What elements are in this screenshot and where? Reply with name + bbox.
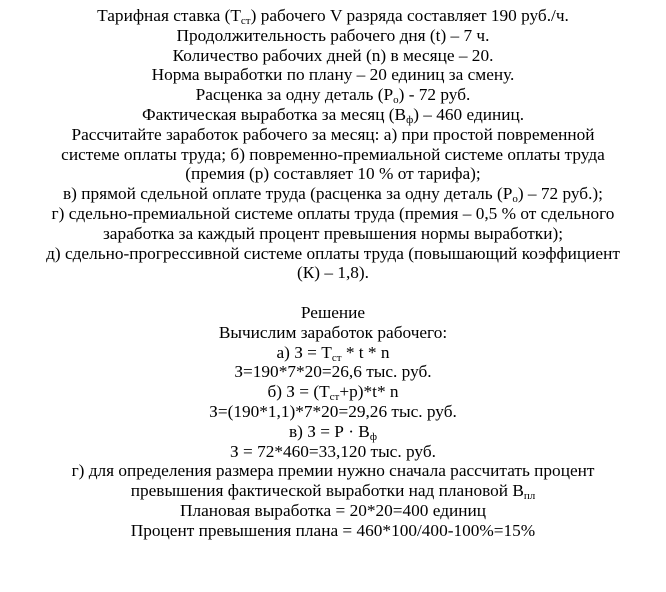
task-line-question-7: д) сдельно-прогрессивной системе оплаты труда (повышающий коэффициент — [46, 243, 620, 263]
blank-line — [0, 283, 666, 303]
task-line-tariff-rate: Тарифная ставка $(Т_{ст})$ рабочего V разряда составляет 190 руб./ч. — [97, 6, 569, 27]
task-line-actual-output: Фактическая выработка за месяц $(В_ф) - 460$ единиц. — [141, 104, 525, 126]
task-line-question-1: Рассчитайте заработок рабочего за месяц: а) при простой повременной — [71, 124, 595, 144]
solution-intro: Вычислим заработок рабочего: — [218, 322, 448, 342]
task-line-piece-rate: Расценка за одну деталь $(Р_о) - 72$ руб. — [195, 85, 471, 107]
task-line-question-3: (премия (р) составляет 10 % от тарифа); — [185, 164, 481, 184]
solution-a-formula: а) $З = Т_{ст} * t * n$ — [276, 342, 390, 364]
solution-g-text-2: превышения фактической выработки над плановой $В_{пл}$ — [130, 481, 536, 503]
document-page — [0, 6, 666, 541]
solution-b-calc: З=(190*1,1)*7*20=29,26 тыс. руб. — [209, 401, 457, 421]
task-line-workday-length: Продолжительность рабочего дня (t) – 7 ч. — [176, 25, 490, 45]
solution-c-calc: З = 72*460=33,120 тыс. руб. — [230, 441, 436, 461]
solution-g-text-1: г) для определения размера премии нужно сначала рассчитать процент — [71, 461, 595, 481]
task-line-question-5: г) сдельно-премиальной системе оплаты труда (премия – 0,5 % от сдельного — [51, 203, 615, 223]
task-line-question-4: в) прямой сдельной оплате труда (расценка за одну деталь $(Р_о) - 72$ руб.); — [63, 184, 603, 206]
solution-a-calc: З=190*7*20=26,6 тыс. руб. — [234, 362, 432, 382]
task-line-question-6: заработка за каждый процент превышения нормы выработки); — [102, 223, 564, 243]
solution-g-plan: Плановая выработка = 20*20=400 единиц — [180, 500, 486, 520]
task-line-output-norm: Норма выработки по плану – 20 единиц за смену. — [151, 65, 515, 85]
task-line-question-2: системе оплаты труда; б) повременно-премиальной системе оплаты труда — [61, 144, 605, 164]
task-line-question-8: (К) – 1,8). — [297, 263, 369, 283]
solution-g-percent: Процент превышения плана = 460*100/400-100%=15% — [130, 520, 536, 540]
task-line-workdays-count: Количество рабочих дней (n) в месяце – 20. — [172, 45, 494, 65]
solution-heading: Решение — [300, 302, 366, 322]
solution-b-formula: б) $З = (Т_{ст}+р)*t*$ n — [267, 382, 399, 404]
solution-c-formula: в) $З = Р \cdot В_ф$ — [289, 421, 377, 443]
